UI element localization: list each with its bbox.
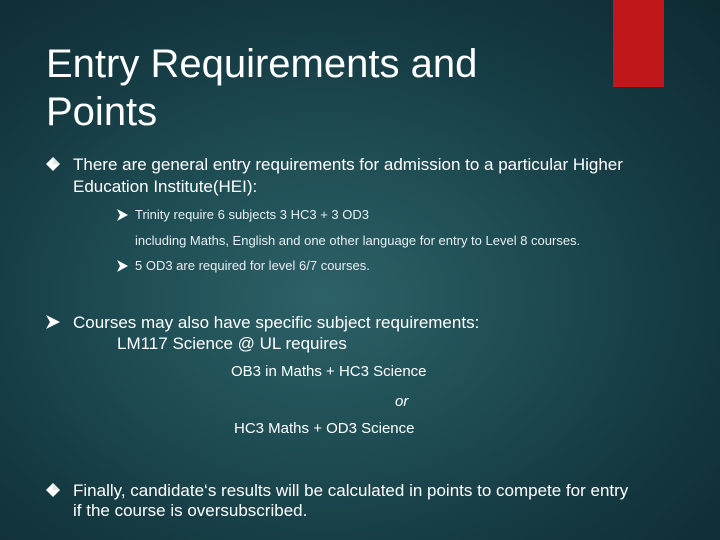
- diamond-bullet-icon: [46, 157, 60, 171]
- sub-bullet-text: Trinity require 6 subjects 3 HC3 + 3 OD3: [135, 207, 369, 222]
- accent-bar: [613, 0, 664, 87]
- bullet-text-line-2: if the course is oversubscribed.: [73, 501, 308, 520]
- arrow-bullet-icon: [46, 315, 60, 329]
- requirement-option-1: OB3 in Maths + HC3 Science: [231, 363, 427, 380]
- bullet-text-line-1: Finally, candidate‘s results will be calculated in points to compete for entry: [73, 481, 629, 500]
- requirement-option-2: HC3 Maths + OD3 Science: [234, 420, 415, 437]
- bullet-text-line-2: LM117 Science @ UL requires: [117, 334, 347, 353]
- arrow-bullet-icon: [117, 260, 128, 272]
- bullet-text-line-2: Education Institute(HEI):: [73, 177, 258, 196]
- arrow-bullet-icon: [117, 209, 128, 221]
- bullet-text-line-1: There are general entry requirements for admission to a particular Higher: [73, 155, 623, 174]
- slide-title: [46, 40, 586, 136]
- requirement-or: or: [395, 393, 409, 410]
- sub-bullet-text: 5 OD3 are required for level 6/7 courses.: [135, 258, 370, 273]
- title-line-1: Entry Requirements and: [46, 42, 478, 86]
- title-line-2: Points: [46, 90, 158, 134]
- bullet-text-line-1: Courses may also have specific subject requirements:: [73, 313, 480, 332]
- diamond-bullet-icon: [46, 483, 60, 497]
- sub-bullet-continuation: including Maths, English and one other language for entry to Level 8 courses.: [135, 233, 581, 248]
